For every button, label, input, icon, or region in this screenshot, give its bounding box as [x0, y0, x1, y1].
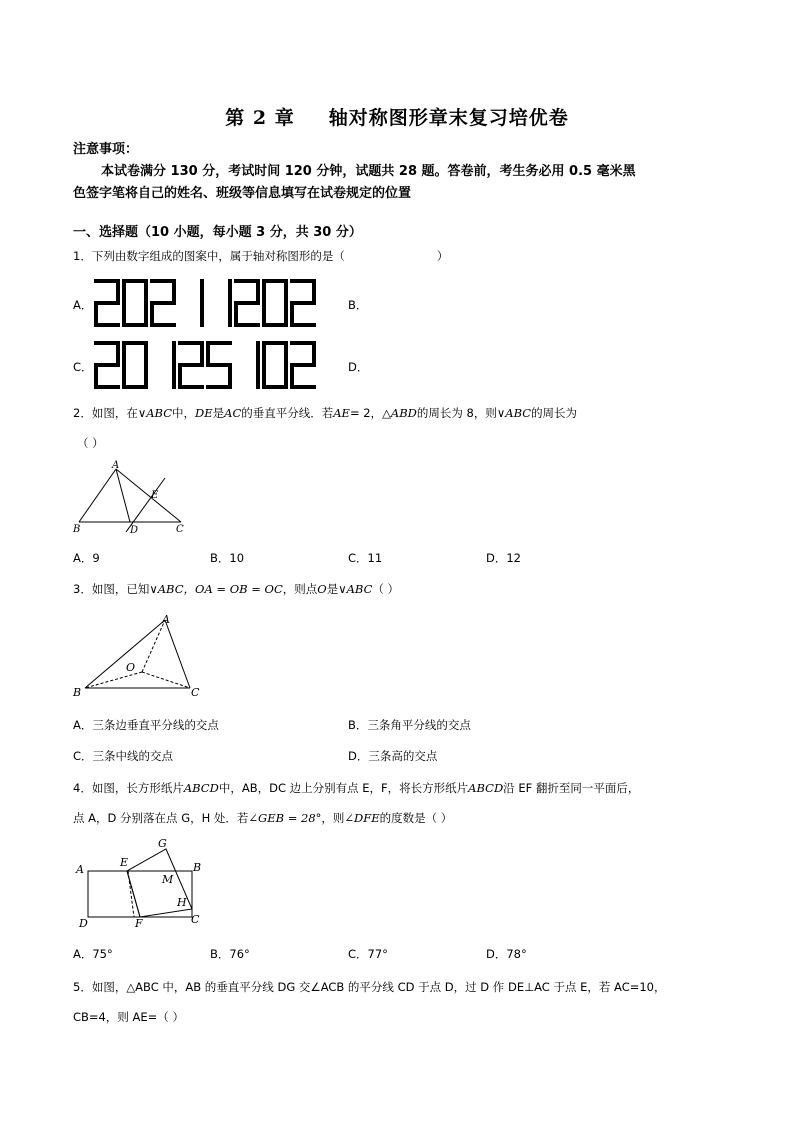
q4-label-e: E — [120, 856, 129, 869]
digit-2-2 — [152, 281, 174, 325]
notice-line-1: 本试卷满分 130 分，考试时间 120 分钟，试题共 28 题。答卷前，考生务必用 0.5 毫米黑 — [101, 164, 636, 179]
q1-option-d-label: D． — [348, 360, 369, 374]
q4-option-b: B．76° — [210, 947, 250, 961]
chapter-name: 轴对称图形章末复习培优卷 — [328, 107, 569, 129]
q2-option-a: A．9 — [73, 551, 100, 565]
q4-label-h: H — [177, 896, 187, 909]
digit-0-1 — [124, 343, 146, 387]
q4-option-c: C．77° — [348, 947, 388, 961]
q3-option-d: D．三条高的交点 — [348, 749, 438, 763]
digit-2-3 — [180, 343, 202, 387]
q3-option-b: B．三条角平分线的交点 — [348, 718, 471, 732]
q3-option-c: C．三条中线的交点 — [73, 749, 174, 763]
digit-2-7 — [292, 281, 314, 325]
q3-label-b: B — [73, 686, 82, 699]
q4-label-d: D — [79, 917, 88, 930]
question-4-line-1: 4．如图，长方形纸片ABCD中，AB，DC 边上分别有点 E，F，将长方形纸片ABCD沿 EF 翻折至同一平面后， — [73, 781, 640, 795]
question-2-stem: 2．如图，在∨ABC中，DE是AC的垂直平分线．若AE= 2，△ABD的周长为 8，则∨ABC的周长为 — [73, 406, 578, 420]
digit-5-4 — [208, 343, 230, 387]
chapter-label: 第 2 章 — [225, 107, 295, 129]
q2-option-b: B．10 — [210, 551, 245, 565]
question-4-line-2: 点 A，D 分别落在点 G，H 处．若∠GEB = 28°，则∠DFE的度数是（ ） — [73, 811, 453, 825]
digit-2-0 — [96, 281, 118, 325]
question-5-line-1: 5．如图，△ABC 中，AB 的垂直平分线 DG 交∠ACB 的平分线 CD 于点 D，过 D 作 DE⊥AC 于点 E，若 AC=10， — [73, 980, 666, 994]
q1-option-b-label: B． — [348, 298, 368, 312]
digit-2-5 — [236, 281, 258, 325]
q2-option-d: D．12 — [486, 551, 521, 565]
digit-0-6 — [264, 343, 286, 387]
section-heading: 一、选择题（10 小题，每小题 3 分，共 30 分） — [73, 225, 362, 240]
q2-label-a: A — [112, 460, 120, 471]
q4-label-a: A — [76, 863, 84, 876]
q4-label-m: M — [162, 873, 174, 886]
q4-label-f: F — [135, 917, 143, 930]
page-title — [0, 103, 794, 130]
q2-figure — [70, 458, 192, 538]
q2-label-d: D — [130, 525, 139, 536]
q4-option-d: D．78° — [486, 947, 527, 961]
q1-digits-c — [94, 340, 320, 390]
q2-label-c: C — [176, 524, 184, 535]
q3-figure — [70, 612, 210, 702]
q4-label-b: B — [193, 861, 202, 874]
digit-2-0 — [96, 343, 118, 387]
question-3-stem: 3．如图，已知∨ABC，OA = OB = OC，则点O是∨ABC（ ） — [73, 582, 400, 596]
question-1-stem: 1．下列由数字组成的图案中，属于轴对称图形的是（ ） — [73, 249, 449, 263]
notice-line-2: 色签字笔将自己的姓名、班级等信息填写在试卷规定的位置 — [73, 186, 412, 201]
digit-2-7 — [292, 343, 314, 387]
q4-figure — [70, 835, 210, 931]
q1-digits-a — [94, 278, 320, 328]
q3-label-a: A — [162, 613, 170, 626]
q1-option-a-label: A． — [73, 298, 93, 312]
q2-option-c: C．11 — [348, 551, 383, 565]
q2-label-e: E — [151, 490, 159, 501]
digit-0-6 — [264, 281, 286, 325]
q4-label-c: C — [191, 913, 200, 926]
q2-label-b: B — [73, 524, 81, 535]
q4-label-g: G — [158, 837, 167, 850]
q3-label-c: C — [191, 686, 200, 699]
question-2-answer-paren: （ ） — [77, 436, 104, 450]
q3-label-o: O — [126, 661, 136, 674]
q4-option-a: A．75° — [73, 947, 113, 961]
digit-0-1 — [124, 281, 146, 325]
q3-option-a: A．三条边垂直平分线的交点 — [73, 718, 219, 732]
notice-heading: 注意事项： — [73, 142, 139, 157]
q1-option-c-label: C． — [73, 360, 93, 374]
question-5-line-2: CB=4，则 AE=（ ） — [73, 1010, 184, 1024]
